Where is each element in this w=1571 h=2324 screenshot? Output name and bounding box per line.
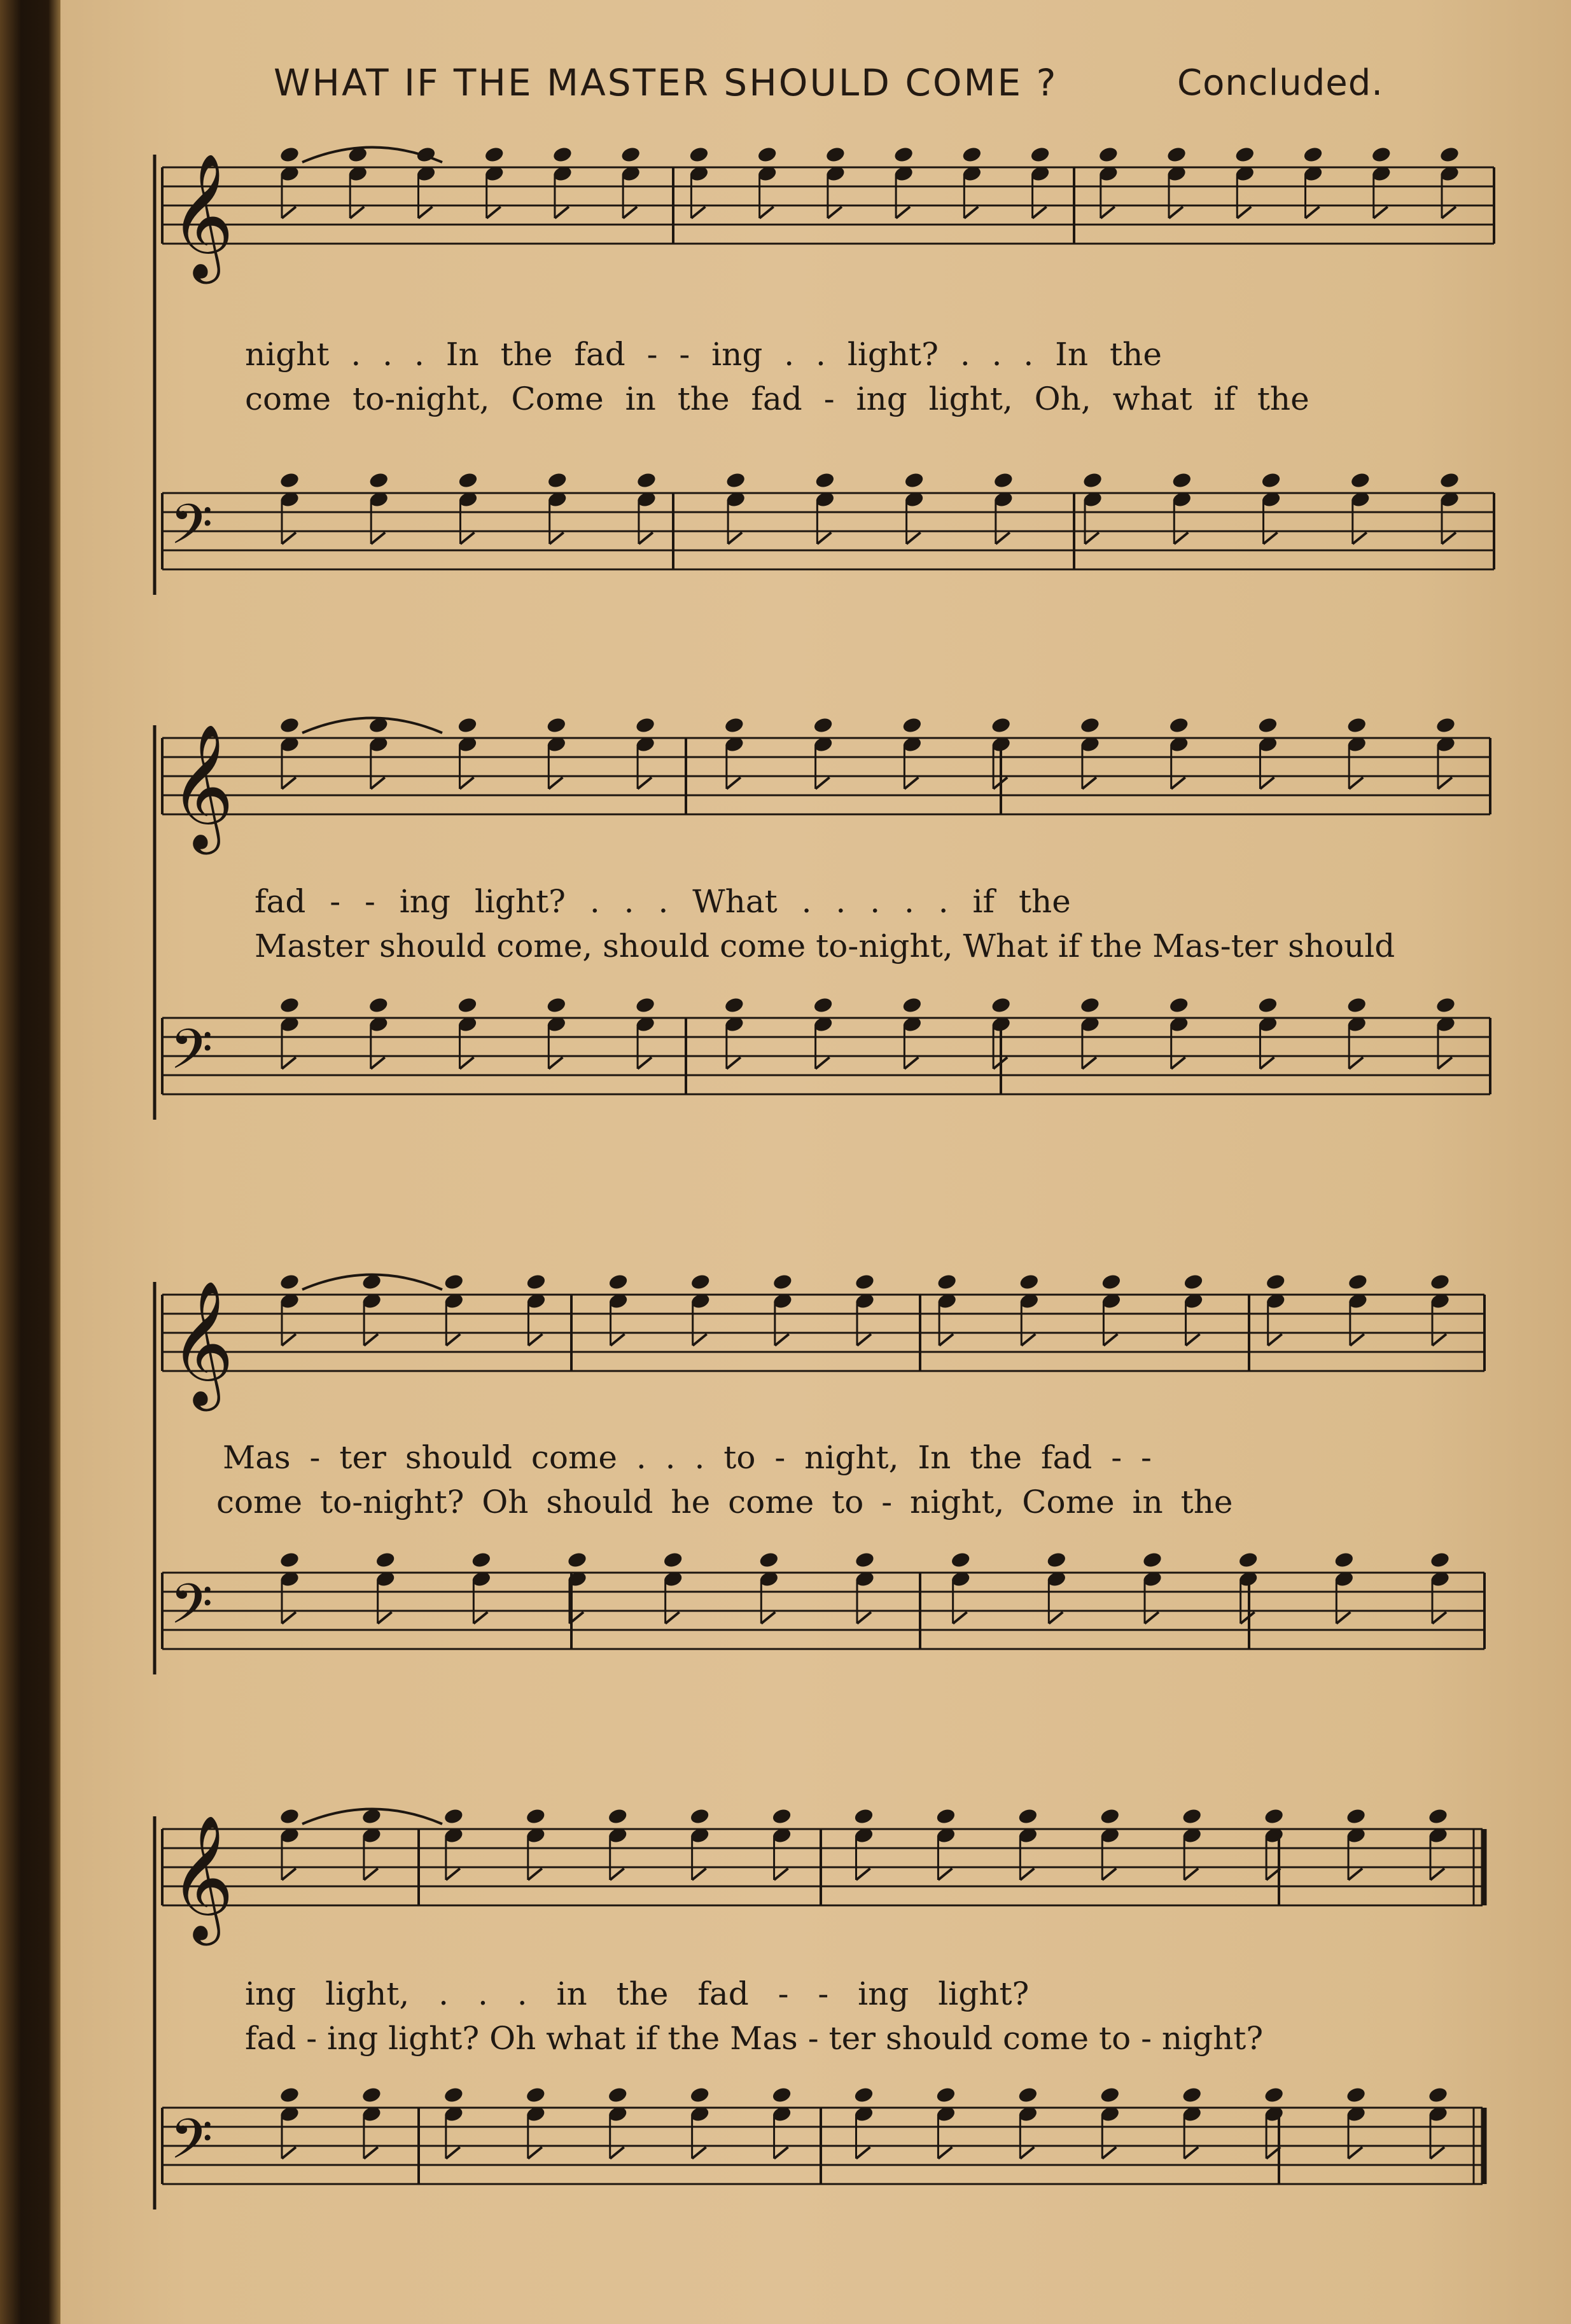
note-flag — [528, 1334, 542, 1346]
note-flag — [1438, 777, 1452, 789]
note-head — [1346, 996, 1367, 1014]
note-flag — [528, 1868, 542, 1880]
page-title-suffix: Concluded. — [1177, 62, 1384, 104]
bass-clef-icon: 𝄢 — [170, 1572, 213, 1650]
note-head — [689, 2086, 710, 2104]
lyrics-system-3-verse-1: Mas - ter should come . . . to - night, In the fad - - — [223, 1439, 1152, 1476]
note-flag — [1020, 2147, 1034, 2159]
note-head — [1017, 1807, 1038, 1825]
note-head — [1347, 1273, 1368, 1291]
note-flag — [691, 207, 705, 218]
note-head — [279, 996, 300, 1014]
note-flag — [1336, 1612, 1350, 1624]
note-flag — [638, 777, 652, 789]
note-flag — [282, 207, 296, 218]
note-head — [1079, 716, 1100, 734]
note-head — [1350, 471, 1371, 489]
note-flag — [1171, 1057, 1185, 1069]
note-flag — [446, 1868, 460, 1880]
note-head — [1100, 2086, 1121, 2104]
note-head — [937, 1273, 958, 1291]
note-flag — [364, 1334, 378, 1346]
note-head — [1183, 1273, 1204, 1291]
note-head — [854, 1273, 875, 1291]
note-head — [854, 1551, 875, 1569]
note-flag — [282, 1612, 296, 1624]
note-head — [893, 146, 914, 164]
note-flag — [282, 2147, 296, 2159]
note-flag — [610, 2147, 624, 2159]
note-head — [1100, 1807, 1121, 1825]
note-flag — [350, 207, 364, 218]
treble-clef-icon: 𝄞 — [170, 723, 234, 849]
treble-clef-icon: 𝄞 — [170, 153, 234, 279]
note-flag — [1033, 207, 1047, 218]
note-head — [771, 1807, 792, 1825]
note-flag — [1241, 1612, 1255, 1624]
note-head — [635, 716, 656, 734]
bass-clef-icon: 𝄢 — [170, 1017, 213, 1095]
note-flag — [1268, 1334, 1282, 1346]
note-flag — [639, 532, 653, 544]
note-flag — [693, 1334, 707, 1346]
note-head — [1371, 146, 1392, 164]
note-head — [1168, 996, 1189, 1014]
note-flag — [775, 1334, 789, 1346]
lyrics-system-3-verse-2: come to-night? Oh should he come to - night, Come in the — [216, 1484, 1233, 1520]
note-head — [443, 2086, 464, 2104]
note-flag — [1082, 1057, 1096, 1069]
note-head — [772, 1273, 793, 1291]
note-head — [471, 1551, 492, 1569]
note-flag — [1174, 532, 1188, 544]
note-head — [1439, 471, 1460, 489]
note-head — [757, 146, 778, 164]
note-flag — [896, 207, 910, 218]
note-flag — [473, 1612, 487, 1624]
note-flag — [774, 2147, 788, 2159]
note-flag — [364, 1868, 378, 1880]
note-flag — [692, 1868, 706, 1880]
note-flag — [548, 1057, 562, 1069]
note-head — [457, 471, 478, 489]
note-flag — [774, 1868, 788, 1880]
note-flag — [1049, 1612, 1063, 1624]
note-head — [1019, 1273, 1040, 1291]
note-flag — [378, 1612, 392, 1624]
note-head — [689, 1807, 710, 1825]
note-head — [1427, 2086, 1448, 2104]
note-flag — [282, 1057, 296, 1069]
note-head — [636, 471, 657, 489]
note-flag — [282, 1334, 296, 1346]
note-flag — [1101, 207, 1115, 218]
note-head — [546, 996, 567, 1014]
note-head — [1260, 471, 1281, 489]
note-head — [935, 2086, 956, 2104]
note-head — [902, 996, 923, 1014]
note-head — [813, 996, 834, 1014]
note-head — [688, 146, 709, 164]
note-flag — [282, 532, 296, 544]
note-head — [361, 2086, 382, 2104]
note-flag — [460, 532, 474, 544]
note-head — [1435, 716, 1456, 734]
note-head — [1264, 2086, 1285, 2104]
lyrics-system-2-verse-1: fad - - ing light? . . . What . . . . . if the — [255, 883, 1071, 920]
note-flag — [1438, 1057, 1452, 1069]
note-head — [1435, 996, 1456, 1014]
note-flag — [1442, 532, 1456, 544]
note-head — [1345, 2086, 1366, 2104]
note-flag — [727, 1057, 741, 1069]
note-flag — [728, 532, 742, 544]
note-flag — [487, 207, 501, 218]
note-flag — [857, 1334, 871, 1346]
note-head — [1182, 2086, 1203, 2104]
note-head — [279, 716, 300, 734]
note-flag — [760, 207, 774, 218]
note-flag — [938, 2147, 952, 2159]
note-flag — [816, 777, 830, 789]
note-head — [526, 1273, 547, 1291]
note-head — [484, 146, 505, 164]
note-head — [1098, 146, 1119, 164]
note-flag — [1020, 1868, 1034, 1880]
note-head — [690, 1273, 711, 1291]
note-head — [902, 716, 923, 734]
note-flag — [555, 207, 569, 218]
note-head — [443, 1273, 464, 1291]
note-flag — [623, 207, 637, 218]
note-head — [1142, 1551, 1163, 1569]
note-flag — [1145, 1612, 1159, 1624]
note-head — [279, 471, 300, 489]
note-flag — [953, 1612, 967, 1624]
note-head — [457, 716, 478, 734]
note-head — [1257, 996, 1278, 1014]
note-head — [1427, 1807, 1448, 1825]
note-head — [1346, 716, 1367, 734]
note-flag — [1103, 1334, 1117, 1346]
note-head — [935, 1807, 956, 1825]
note-flag — [666, 1612, 680, 1624]
note-flag — [817, 532, 831, 544]
note-flag — [371, 777, 385, 789]
note-head — [546, 716, 567, 734]
note-head — [991, 716, 1012, 734]
note-flag — [548, 777, 562, 789]
note-flag — [364, 2147, 378, 2159]
note-head — [825, 146, 846, 164]
note-flag — [857, 1612, 871, 1624]
note-head — [607, 1807, 628, 1825]
note-flag — [1349, 777, 1363, 789]
note-head — [375, 1551, 396, 1569]
note-head — [1238, 1551, 1259, 1569]
note-flag — [1374, 207, 1388, 218]
bass-clef-icon: 𝄢 — [170, 492, 213, 570]
note-head — [279, 1273, 300, 1291]
note-flag — [1186, 1334, 1200, 1346]
note-flag — [996, 532, 1010, 544]
note-head — [620, 146, 641, 164]
note-head — [1234, 146, 1255, 164]
note-head — [443, 1807, 464, 1825]
note-head — [904, 471, 925, 489]
note-head — [1168, 716, 1189, 734]
note-flag — [1102, 1868, 1116, 1880]
note-flag — [446, 1334, 460, 1346]
lyrics-system-2-verse-2: Master should come, should come to-night, What if the Mas-ter should — [255, 928, 1395, 964]
note-flag — [856, 1868, 870, 1880]
note-head — [1079, 996, 1100, 1014]
note-head — [991, 996, 1012, 1014]
note-flag — [828, 207, 842, 218]
note-flag — [418, 207, 432, 218]
note-head — [607, 2086, 628, 2104]
note-head — [1101, 1273, 1122, 1291]
note-flag — [1237, 207, 1251, 218]
lyrics-system-4-verse-2: fad - ing light? Oh what if the Mas - ter should come to - night? — [245, 2020, 1264, 2057]
note-head — [368, 471, 389, 489]
note-head — [608, 1273, 629, 1291]
note-head — [1345, 1807, 1366, 1825]
note-flag — [1353, 532, 1367, 544]
note-flag — [1021, 1334, 1035, 1346]
note-head — [1429, 1273, 1450, 1291]
note-flag — [1442, 207, 1456, 218]
note-head — [1429, 1551, 1450, 1569]
note-flag — [1264, 532, 1278, 544]
note-head — [725, 471, 746, 489]
note-flag — [610, 1868, 624, 1880]
note-head — [1017, 2086, 1038, 2104]
note-head — [1257, 716, 1278, 734]
note-flag — [1306, 207, 1320, 218]
note-flag — [371, 1057, 385, 1069]
note-flag — [938, 1868, 952, 1880]
note-head — [279, 146, 300, 164]
note-head — [723, 716, 744, 734]
note-head — [368, 996, 389, 1014]
lyrics-system-1-verse-1: night . . . In the fad - - ing . . light? . . . In the — [245, 336, 1162, 373]
note-flag — [1260, 777, 1274, 789]
note-flag — [550, 532, 564, 544]
note-flag — [1349, 1057, 1363, 1069]
note-head — [662, 1551, 683, 1569]
note-head — [1439, 146, 1460, 164]
note-flag — [282, 777, 296, 789]
note-head — [635, 996, 656, 1014]
note-head — [1265, 1273, 1286, 1291]
note-head — [566, 1551, 587, 1569]
note-flag — [1260, 1057, 1274, 1069]
note-head — [853, 1807, 874, 1825]
note-flag — [692, 2147, 706, 2159]
note-head — [279, 2086, 300, 2104]
note-flag — [446, 2147, 460, 2159]
note-head — [814, 471, 835, 489]
note-flag — [904, 1057, 918, 1069]
note-head — [279, 1807, 300, 1825]
note-head — [1030, 146, 1051, 164]
note-head — [552, 146, 573, 164]
note-flag — [904, 777, 918, 789]
note-head — [723, 996, 744, 1014]
note-head — [993, 471, 1014, 489]
note-flag — [1348, 2147, 1362, 2159]
note-head — [547, 471, 568, 489]
note-flag — [1350, 1334, 1364, 1346]
note-head — [950, 1551, 971, 1569]
note-flag — [1184, 1868, 1198, 1880]
note-flag — [1085, 532, 1099, 544]
note-flag — [816, 1057, 830, 1069]
lyrics-system-4-verse-1: ing light, . . . in the fad - - ing light? — [245, 1975, 1030, 2012]
note-head — [1082, 471, 1103, 489]
note-flag — [528, 2147, 542, 2159]
note-head — [279, 1551, 300, 1569]
note-head — [853, 2086, 874, 2104]
note-flag — [1171, 777, 1185, 789]
note-flag — [727, 777, 741, 789]
note-head — [1182, 1807, 1203, 1825]
note-head — [1171, 471, 1192, 489]
note-flag — [1082, 777, 1096, 789]
note-flag — [282, 1868, 296, 1880]
note-flag — [638, 1057, 652, 1069]
note-flag — [1430, 1868, 1444, 1880]
note-flag — [856, 2147, 870, 2159]
note-flag — [1432, 1334, 1446, 1346]
note-head — [813, 716, 834, 734]
note-flag — [1432, 1612, 1446, 1624]
note-flag — [1102, 2147, 1116, 2159]
treble-clef-icon: 𝄞 — [170, 1814, 234, 1940]
note-flag — [939, 1334, 953, 1346]
note-flag — [611, 1334, 625, 1346]
note-head — [1046, 1551, 1067, 1569]
note-head — [1302, 146, 1323, 164]
note-flag — [371, 532, 385, 544]
note-head — [771, 2086, 792, 2104]
note-head — [1334, 1551, 1355, 1569]
note-flag — [964, 207, 978, 218]
treble-clef-icon: 𝄞 — [170, 1280, 234, 1406]
note-flag — [1169, 207, 1183, 218]
note-flag — [1430, 2147, 1444, 2159]
note-head — [525, 2086, 546, 2104]
note-flag — [460, 1057, 474, 1069]
note-flag — [1184, 2147, 1198, 2159]
note-head — [1264, 1807, 1285, 1825]
note-head — [1166, 146, 1187, 164]
page-title: WHAT IF THE MASTER SHOULD COME ? — [274, 61, 1058, 104]
note-flag — [761, 1612, 775, 1624]
bass-clef-icon: 𝄢 — [170, 2107, 213, 2185]
lyrics-system-1-verse-2: come to-night, Come in the fad - ing light, Oh, what if the — [245, 380, 1309, 417]
note-flag — [460, 777, 474, 789]
note-flag — [907, 532, 921, 544]
note-head — [758, 1551, 779, 1569]
note-flag — [1348, 1868, 1362, 1880]
note-head — [961, 146, 982, 164]
note-head — [525, 1807, 546, 1825]
note-head — [457, 996, 478, 1014]
